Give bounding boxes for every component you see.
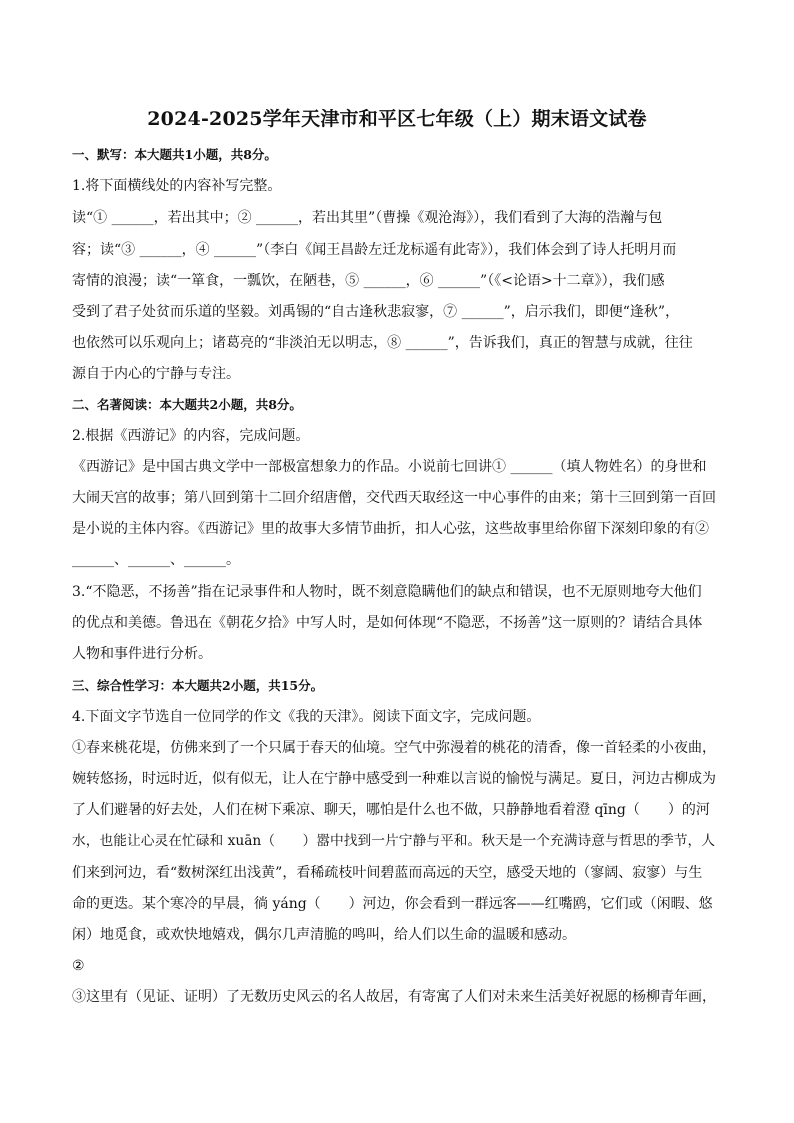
question-1-text: 寄情的浪漫；读“一箪食，一瓢饮，在陋巷，⑤ ______，⑥ ______”（《<论语>十二章》），我们感 — [72, 273, 665, 289]
section-heading-3: 三、综合性学习：本大题共2小题，共15分。 — [72, 678, 324, 693]
passage-line: 水，也能让心灵在忙碌和 xuān（ ）嚣中找到一片宁静与平和。秋天是一个充满诗意与哲思的季节，人 — [72, 833, 716, 849]
question-2-text: 大闹天宫的故事；第八回到第十二回介绍唐僧，交代西天取经这一中心事件的由来；第十三回到第一百回 — [72, 490, 716, 506]
question-4-prompt: 4.下面文字节选自一位同学的作文《我的天津》。阅读下面文字，完成问题。 — [72, 709, 541, 725]
question-1-text: 读“① ______，若出其中；② ______，若出其里”（曹操《观沧海》），我们看到了大海的浩瀚与包 — [72, 210, 663, 226]
passage-line: ② — [72, 958, 85, 974]
passage-line: ①春来桃花堤，仿佛来到了一个只属于春天的仙境。空气中弥漫着的桃花的清香，像一首轻柔的小夜曲， — [72, 740, 716, 756]
passage-line: ③这里有（见证、证明）了无数历史风云的名人故居，有寄寓了人们对未来生活美好祝愿的杨柳青年画， — [72, 989, 716, 1005]
question-1-text: 受到了君子处贫而乐道的坚毅。刘禹锡的“自古逢秋悲寂寥，⑦ ______”，启示我们，即便“逢秋”， — [72, 304, 680, 320]
question-3-text: 3.“不隐恶，不扬善”指在记录事件和人物时，既不刻意隐瞒他们的缺点和错误，也不无原则地夸大他们 — [72, 584, 702, 600]
passage-line: 闲）地觅食，或欢快地嬉戏，偶尔几声清脆的鸣叫，给人们以生命的温暖和感动。 — [72, 927, 576, 943]
passage-line: 了人们避暑的好去处，人们在树下乘凉、聊天，哪怕是什么也不做，只静静地看着澄 qīng（ ）的河 — [72, 802, 710, 818]
passage-line: 婉转悠扬，时远时近，似有似无，让人在宁静中感受到一种难以言说的愉悦与满足。夏日，河边古柳成为 — [72, 771, 716, 787]
question-1-prompt: 1.将下面横线处的内容补写完整。 — [72, 178, 282, 194]
exam-title: 2024-2025学年天津市和平区七年级（上）期末语文试卷 — [147, 108, 647, 130]
section-heading-1: 一、默写：本大题共1小题，共8分。 — [72, 147, 277, 162]
question-2-text: 是小说的主体内容。《西游记》里的故事大多情节曲折，扣人心弦，这些故事里给你留下深刻印象的有② — [72, 521, 709, 537]
section-heading-2: 二、名著阅读：本大题共2小题，共8分。 — [72, 397, 302, 412]
question-3-text: 人物和事件进行分析。 — [72, 646, 212, 662]
question-1-text: 容；读“③ ______，④ ______”（李白《闻王昌龄左迁龙标遥有此寄》），我们体会到了诗人托明月而 — [72, 242, 677, 258]
question-2-prompt: 2.根据《西游记》的内容，完成问题。 — [72, 428, 310, 444]
question-2-text: 《西游记》是中国古典文学中一部极富想象力的作品。小说前七回讲① ______（填人物姓名）的身世和 — [72, 459, 707, 475]
passage-line: 命的更迭。某个寒冷的早晨，徜 yáng（ ）河边，你会看到一群远客——红嘴鸥，它们或（闲暇、悠 — [72, 896, 713, 912]
question-3-text: 的优点和美德。鲁迅在《朝花夕拾》中写人时，是如何体现“不隐恶，不扬善”这一原则的？请结合具体 — [72, 615, 703, 631]
question-2-text: ______、______、______。 — [72, 552, 240, 568]
question-1-text: 源自于内心的宁静与专注。 — [72, 366, 240, 382]
passage-line: 们来到河边，看“数树深红出浅黄”，看稀疏枝叶间碧蓝而高远的天空，感受天地的（寥阔、寂寥）与生 — [72, 865, 703, 881]
question-1-text: 也依然可以乐观向上；诸葛亮的“非淡泊无以明志，⑧ ______”，告诉我们，真正的智慧与成就，往往 — [72, 335, 693, 351]
